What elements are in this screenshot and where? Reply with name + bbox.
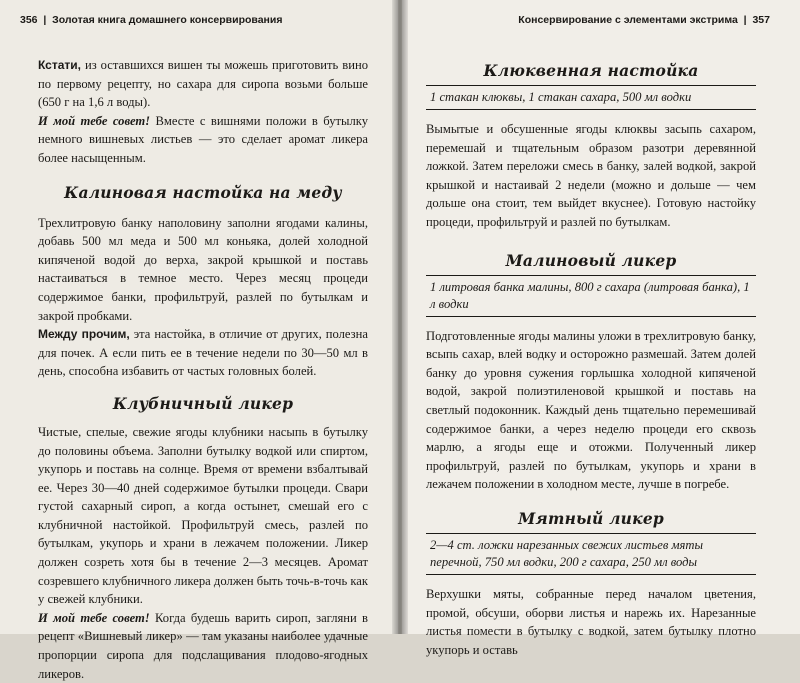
note-text: из оставшихся вишен ты можешь приготовить вино по первому рецепту, но сахара для сиропа возьми больше (650 г на 1,6 л воды). xyxy=(38,58,368,110)
left-running-header xyxy=(20,14,283,26)
recipe-body-cranberry: Вымытые и обсушенные ягоды клюквы засыпь сахаром, перемешай и тщательным образом разотри деревянной ложкой. Затем переложи смесь в банку, залей водкой, закрой крышкой и настаивай 2 недели (можно и дольше — чем дольше она стоит, тем выйдет вкуснее). Готовую настойку процеди, профильтруй и разлей по бутылкам. xyxy=(426,122,756,229)
recipe-heading-kalina: Калиновая настойка на меду xyxy=(64,182,342,202)
right-running-header xyxy=(518,14,770,26)
right-page-content xyxy=(426,60,756,659)
note-lead: Кстати, xyxy=(38,58,81,72)
right-page-number: 357 xyxy=(752,14,770,26)
ingredients-cranberry: 1 стакан клюквы, 1 стакан сахара, 500 мл водки xyxy=(426,85,756,110)
left-page-content xyxy=(38,56,368,683)
left-page-number: 356 xyxy=(20,14,38,26)
recipe-heading-mint: Мятный ликер xyxy=(518,508,664,528)
left-page xyxy=(0,0,398,681)
right-header-separator: | xyxy=(743,14,747,26)
ingredients-mint: 2—4 ст. ложки нарезанных свежих листьев мяты перечной, 750 мл водки, 200 г сахара, 250 мл воды xyxy=(426,533,756,575)
note-paragraph-kalina xyxy=(38,325,368,381)
book-gutter xyxy=(392,0,408,634)
advice-text: Вместе с вишнями положи в бутылку немного вишневых листьев — это сделает аромат ликера более насыщенным. xyxy=(38,113,368,165)
left-header-separator: | xyxy=(43,14,47,26)
advice-paragraph xyxy=(38,112,368,168)
book-title: Золотая книга домашнего консервирования xyxy=(52,14,283,26)
recipe-body-kalina: Трехлитровую банку наполовину заполни ягодами калины, добавь 500 мл меда и 500 мл коньяка, долей холодной кипяченой водой до верха, закрой крышкой и поставь настаиваться в темное место. Через месяц процеди содержимое банки, профильтруй, разлей по бутылкам и закрой пробками. xyxy=(38,215,368,323)
note-paragraph xyxy=(38,56,368,112)
advice-lead-strawberry: И мой тебе совет! xyxy=(38,610,150,625)
recipe-heading-raspberry: Малиновый ликер xyxy=(505,250,677,270)
advice-text-strawberry: Когда будешь варить сироп, загляни в рецепт «Вишневый ликер» — там указаны наиболее удачные пропорции сиропа для подслащивания плодово-ягодных ликеров. xyxy=(38,610,368,681)
recipe-heading-strawberry: Клубничный ликер xyxy=(112,393,294,413)
section-title: Консервирование с элементами экстрима xyxy=(518,14,738,26)
recipe-body-raspberry: Подготовленные ягоды малины уложи в трехлитровую банку, всыпь сахар, влей водку и осторожно размешай. Затем долей банку до уровня сужения горлышка холодной кипяченой водой, закрой полиэтиленовой крышкой и поставь на светлый подоконник. Каждый день тщательно перемешивай содержимое банки, а через неделю процеди его сквозь марлю, а ягоды еще и отожми. Полученный ликер профильтруй, разлей по бутылкам, укупорь и храни в лежачем положении в холодном месте, лучше в погребе. xyxy=(426,328,756,492)
advice-paragraph-strawberry xyxy=(38,609,368,683)
recipe-body-mint: Верхушки мяты, собранные перед началом цветения, промой, обсуши, оборви листья и нарежь их. Нарезанные листья помести в бутылку с водкой, затем бутылку плотно укупорь и оставь xyxy=(426,586,756,657)
ingredients-raspberry: 1 литровая банка малины, 800 г сахара (литровая банка), 1 л водки xyxy=(426,275,756,317)
note-text-kalina: эта настойка, в отличие от других, полезна для почек. А если пить ее в течение недели по 30—50 мл в день, способна избавить от частых головных болей. xyxy=(38,327,368,379)
note-lead-kalina: Между прочим, xyxy=(38,327,130,342)
right-page xyxy=(402,0,800,657)
advice-lead: И мой тебе совет! xyxy=(38,113,151,128)
recipe-body-strawberry: Чистые, спелые, свежие ягоды клубники насыпь в бутылку до половины объема. Заполни бутылку водкой или спиртом, укупорь и поставь на солнце. Время от времени взбалтывай ее. Через 30—40 дней содержимое бутылки процеди. Свари густой сахарный сироп, а когда остынет, смешай его с клубничной настойкой. Профильтруй смесь, разлей по бутылкам, укупорь и храни в лежачем положении. Ликер должен созреть хотя бы в течение 2—3 месяцев. Аромат созревшего клубничного ликера должен быть точь-в-точь как у свежей клубники. xyxy=(38,424,368,607)
recipe-heading-cranberry: Клюквенная настойка xyxy=(483,61,699,80)
